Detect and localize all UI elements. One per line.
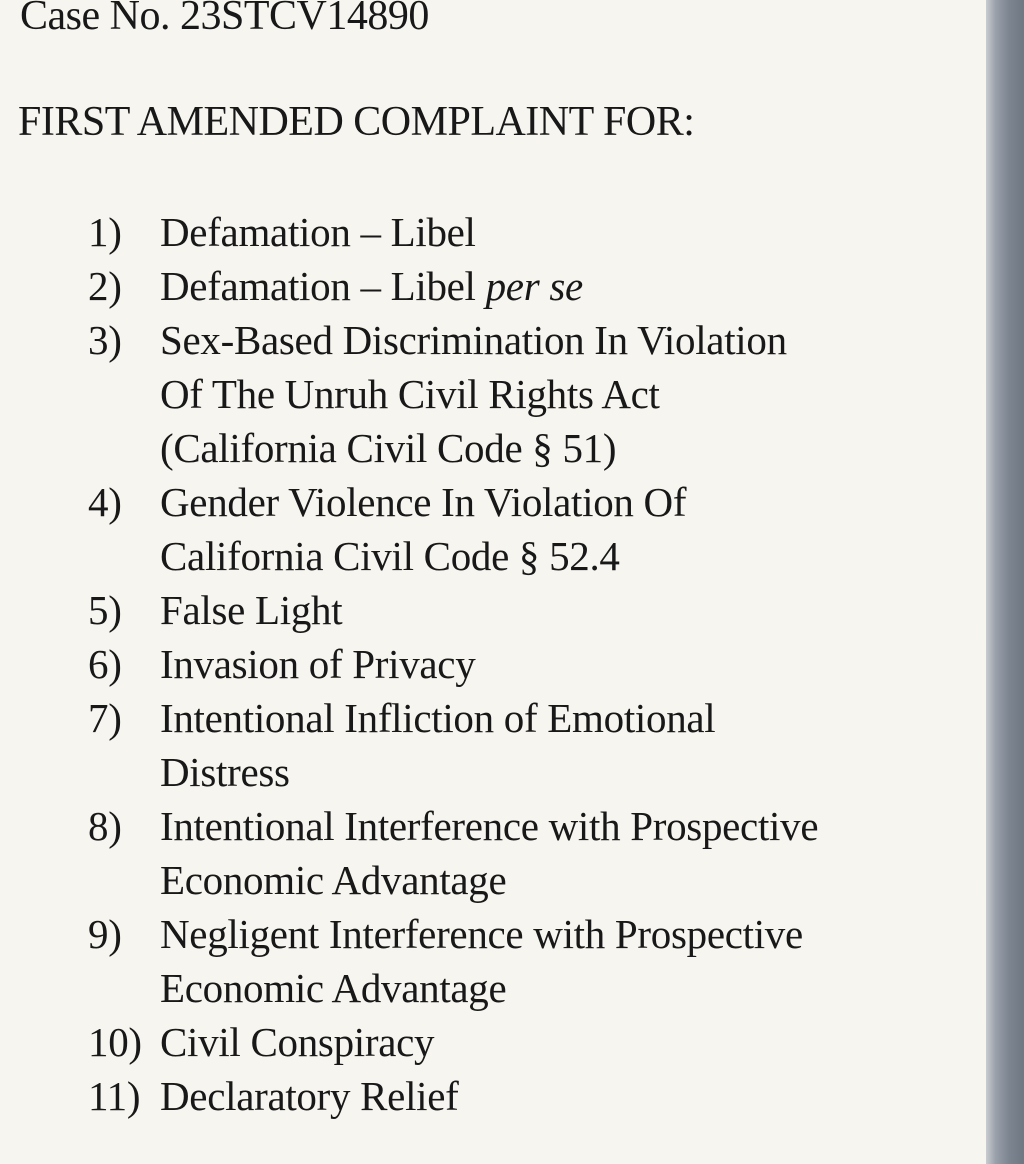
- claim-text: [160, 313, 787, 475]
- background-edge: [986, 0, 1024, 1164]
- claim-line: Declaratory Relief: [160, 1073, 459, 1119]
- claim-number: 6): [88, 641, 122, 687]
- claim-line: Gender Violence In Violation Of: [160, 479, 687, 525]
- claim-item: [0, 637, 818, 691]
- claim-number: 4): [88, 479, 122, 525]
- claim-number: 8): [88, 803, 122, 849]
- claim-line: Negligent Interference with Prospective: [160, 911, 803, 957]
- claim-text: [160, 637, 475, 691]
- claim-item: [0, 799, 818, 907]
- claim-text: [160, 907, 803, 1015]
- claim-number: 3): [88, 317, 122, 363]
- claim-number: 10): [88, 1019, 142, 1065]
- claim-line: [160, 259, 583, 313]
- claim-line: Economic Advantage: [160, 857, 507, 903]
- claim-line: Of The Unruh Civil Rights Act: [160, 371, 660, 417]
- claim-item: [0, 583, 818, 637]
- claim-item: [0, 1015, 818, 1069]
- claim-text: [160, 1069, 459, 1123]
- claim-line: Intentional Interference with Prospective: [160, 803, 819, 849]
- complaint-heading: FIRST AMENDED COMPLAINT FOR:: [18, 99, 695, 145]
- claim-number: 1): [88, 209, 122, 255]
- claim-item: [0, 313, 818, 475]
- claim-item: [0, 205, 818, 259]
- claim-text: [160, 691, 715, 799]
- claim-text: [160, 259, 583, 313]
- claim-line: Invasion of Privacy: [160, 641, 476, 687]
- claim-line: Defamation – Libel: [160, 209, 476, 255]
- claim-line: Intentional Infliction of Emotional: [160, 695, 716, 741]
- claim-line: Distress: [160, 749, 290, 795]
- claim-text: [160, 1015, 434, 1069]
- claim-text: [160, 583, 342, 637]
- claim-item: [0, 907, 818, 1015]
- claim-line: Sex-Based Discrimination In Violation: [160, 317, 787, 363]
- case-number: Case No. 23STCV14890: [20, 0, 429, 39]
- claims-list: [0, 205, 818, 1123]
- claim-number: 5): [88, 587, 122, 633]
- claim-item: [0, 1069, 818, 1123]
- claim-text: [160, 475, 686, 583]
- claim-line: Economic Advantage: [160, 965, 507, 1011]
- claim-line: California Civil Code § 52.4: [160, 533, 620, 579]
- claim-text: [160, 799, 818, 907]
- claim-item: [0, 475, 818, 583]
- claim-line: False Light: [160, 587, 343, 633]
- claim-line: (California Civil Code § 51): [160, 425, 617, 471]
- claim-item: [0, 691, 818, 799]
- claim-line-italic: per se: [485, 263, 583, 309]
- claim-number: 9): [88, 911, 122, 957]
- claim-number: 2): [88, 263, 122, 309]
- claim-line-main: Defamation – Libel: [160, 263, 476, 309]
- claim-item: [0, 259, 818, 313]
- claim-number: 11): [88, 1073, 141, 1119]
- claim-line: Civil Conspiracy: [160, 1019, 435, 1065]
- claim-text: [160, 205, 476, 259]
- claim-number: 7): [88, 695, 122, 741]
